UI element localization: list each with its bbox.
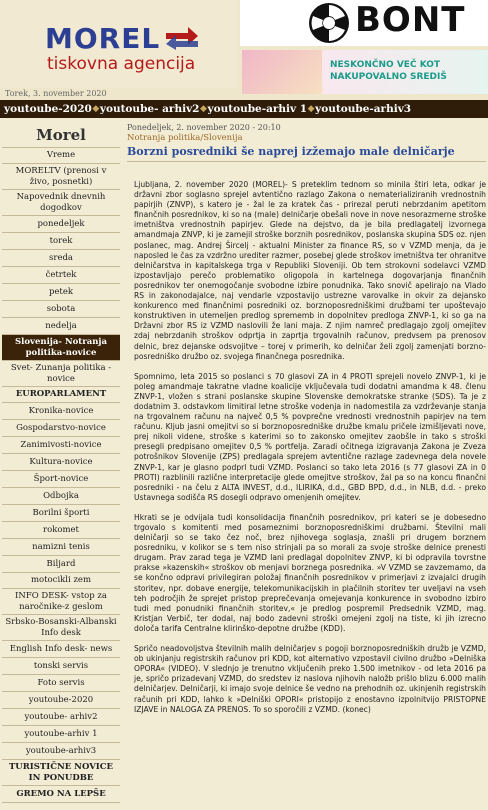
- article-paragraph: Spomnimo, leta 2015 so poslanci s 70 glasovi ZA in 4 PROTI sprejeli novelo ZNVP-1, ki je poleg amandmaje takratne vladne koalicije vključevala tudi dodatni amandma k 48. členu ZNVP-1, vložen s strani poslanske skupine Slovenske demokratske stranke (SDS). Ta je z dodatnim 3. odstavkom limitiral letne stroške vodenja in nadomestila za vzdrževanje stanja na trgovalnem računu na največ 0,5 % povprečne vrednosti vrednostnih papirjev na tem računu. Kljub jasni omejitvi so si borznoposredniške družbe kmalu pričele izmišljevati nove, prej nikoli videne, stroške s katerimi so to zakonsko omejitev zaobšle in tako s stroški presegli predpisano omejitev 0,5 % portfelja. Zaradi očitnega izigravanja Zakona je Zveza potrošnikov Slovenije (ZPS) predlagala sprejem avtentične razlage zadevnega dela novele ZNVP-1, kar je glasno podprl tudi VZMD. Poslanci so tako leta 2016 (s 77 glasovi ZA in 0 PROTI) razblinili različne interpretacije glede omejitve stroškov, žal pa so na koncu finančni posredniki - na čelu z ALTA INVEST, d.d., ILIRIKA, d.d., GBD BPD, d.d., in NLB, d.d. - preko Ustavnega sodišča RS dosegli odpravo omenjenih omejitev.: [134, 371, 486, 502]
- nav-separator: ◆: [92, 104, 100, 114]
- sidebar-item-info-desk-vstop-za-naro-nike-z-geslom[interactable]: INFO DESK- vstop za naročnike-z geslom: [2, 589, 120, 615]
- nav-item-youtoube-arhiv2[interactable]: youtoube- arhiv2: [99, 103, 200, 115]
- sidebar-item-etrtek[interactable]: četrtek: [2, 267, 120, 284]
- sidebar-item-nedelja[interactable]: nedelja: [2, 318, 120, 335]
- left-sidebar: [2, 122, 120, 810]
- sidebar-item-slovenija-notranja-politika-novice[interactable]: Slovenija- Notranja politika-novice: [2, 335, 120, 361]
- sidebar-item-ponedeljek[interactable]: ponedeljek: [2, 216, 120, 233]
- sidebar-item-foto-servis[interactable]: Foto servis: [2, 675, 120, 692]
- sidebar-title: Morel: [2, 122, 120, 148]
- nav-item-youtoube-2020[interactable]: youtoube-2020: [4, 103, 92, 115]
- sidebar-item-sobota[interactable]: sobota: [2, 301, 120, 318]
- sidebar-item-torek[interactable]: torek: [2, 233, 120, 250]
- nav-item-youtoube-arhiv3[interactable]: youtoube-arhiv3: [315, 103, 412, 115]
- sidebar-item-vreme[interactable]: Vreme: [2, 148, 120, 164]
- logo-subtitle: tiskovna agencija: [47, 54, 196, 74]
- sidebar-item-kultura-novice[interactable]: Kultura-novice: [2, 454, 120, 471]
- sidebar-item-youtoube-arhiv-1[interactable]: youtoube-arhiv 1: [2, 726, 120, 743]
- logo-main-text: MOREL: [45, 22, 161, 55]
- sidebar-item-europarlament[interactable]: EUROPARLAMENT: [2, 387, 120, 403]
- article-title[interactable]: Borzni posredniki še naprej izžemajo male delničarje: [127, 145, 486, 162]
- sidebar-item-napovednik-dnevnih-dogodkov[interactable]: Napovednik dnevnih dogodkov: [2, 190, 120, 216]
- nav-separator: ◆: [307, 104, 315, 114]
- sidebar-item-youtoube-arhiv2[interactable]: youtoube- arhiv2: [2, 709, 120, 726]
- ad-banner-line2: NAKUPOVALNO SREDIŠ: [330, 72, 447, 82]
- sidebar-item-gospodarstvo-novice[interactable]: Gospodarstvo-novice: [2, 420, 120, 437]
- ball-logo-icon: [308, 2, 350, 44]
- sidebar-item-tonski-servis[interactable]: tonski servis: [2, 658, 120, 675]
- sidebar-menu: [2, 148, 120, 803]
- ad-top-text: BONT: [355, 0, 466, 40]
- sidebar-item-youtoube-arhiv3[interactable]: youtoube-arhiv3: [2, 743, 120, 760]
- article-paragraph: Spričo neadovoljstva številnih malih delničarjev s pogoji borznoposredniških družb je VZMD, ob ukinjanju registrskih računov pri KDD, kot alternativo vzpostavil civilno družbo »Delniška OPORA« (VIDEO). V slednjo je trenutno vključenih preko 1.500 imetnikov - od leta 2016 pa je, spričo prizadevanj VZMD, do sredstev iz naslova njihovih naložb prišlo blizu 6.000 malih delničarjev. Delničarji, ki imajo svoje delnice še vedno na prehodnih oz. ukinjenih registrskih računih pri KDD, lahko k »Delniški OPORI« pristopijo z enostavno izpolnitvijo PRISTOPNE IZJAVE in NALOGA ZA PRENOS. To so sporočili z VZMD. (konec): [134, 644, 486, 714]
- sidebar-item-srbsko-bosanski-albanski-info-desk[interactable]: Srbsko-Bosanski-Albanski Info desk: [2, 615, 120, 641]
- article-body: [127, 180, 486, 715]
- sidebar-item-odbojka[interactable]: Odbojka: [2, 488, 120, 505]
- top-ad-banner[interactable]: [240, 0, 488, 46]
- sidebar-item-namizni-tenis[interactable]: namizni tenis: [2, 539, 120, 556]
- sidebar-item-zanimivosti-novice[interactable]: Zanimivosti-novice: [2, 437, 120, 454]
- ad-banner-image: [242, 50, 322, 94]
- nav-separator: ◆: [200, 104, 207, 114]
- top-nav-bar: [0, 100, 488, 118]
- ad-banner-line1: NESKONČNO VEČ KOT: [330, 60, 441, 70]
- sidebar-item-youtoube-2020[interactable]: youtoube-2020: [2, 692, 120, 709]
- article-category[interactable]: Notranja politika/Slovenija: [127, 133, 243, 143]
- sidebar-item-port-novice[interactable]: Šport-novice: [2, 471, 120, 488]
- sidebar-item-borilni-porti[interactable]: Borilni športi: [2, 505, 120, 522]
- sidebar-item-rokomet[interactable]: rokomet: [2, 522, 120, 539]
- nav-item-youtoube-arhiv1[interactable]: youtoube-arhiv 1: [207, 103, 308, 115]
- sidebar-item-motocikli-zem[interactable]: motocikli zem: [2, 573, 120, 589]
- article-paragraph: Ljubljana, 2. november 2020 (MOREL)- S preteklim tednom so minila štiri leta, odkar je državni zbor soglasno sprejel avtentično razlago Zakona o nematerializiranih vrednostnih papirjih (ZNVP), s katero je - žal le za kratek čas - prirezal peruti nebrzdanim apetitom finančnih posrednikov, ki so na (male) delničarje obešali nove in nove nesorazmerne stroške imetništva vrednostnih papirjev. Glede na dejstvo, da je bila predlagatelj izvornega amandmaja ZNVP, ki je zamejil stroške borznih posrednikov, poslanska skupina SDS oz. njen poslanec, mag. Andrej Šircelj - aktualni Minister za finance RS, so v VZMD menja, da je naposled le čas za vzdržno urediter razmer, posebej glede stroškov imetništva ter ohranitve delničarstva in kapitalskega trga v Republiki Sloveniji. Ob tem strokovni sodelavci VZMD izpostavljajo perečo problematiko oligopola in kartelnega dogovarjanja finančnih posrednikov ter onemogočanje svobodne izbire ponudnika. Tako snovič apelirajo na Vlado RS in zakonodajalce, naj vendarle vzpostavijo ustrezne varovalke in okvir za dejansko konkurenco med finančnimi posredniki oz. borznoposredniškimi družbami ter upoštevajo konstruktiven in utemeljen predlog sprememb in dopolnitev predloga ZNVP-1, ki so ga na Državni zbor RS iz VZMD naslovili že lani maja. Z njim namreč predlagajo zgolj omejitev zdaj nebrzdanih stroškov odprtja in zaprtja trgovalnih računov, predvsem pa prenosov delnic, brez dejanske odsvojitve – torej v primerih, ko delničar želi zgolj zamenjati borzno-posredniško družbo oz. svojega finančnega posrednika.: [134, 180, 486, 361]
- sidebar-item-svet-zunanja-politika-novice[interactable]: Svet- Zunanja politika - novice: [2, 361, 120, 387]
- sidebar-item-biljard[interactable]: Biljard: [2, 556, 120, 573]
- sidebar-item-turisti-ne-novice-in-ponudbe[interactable]: TURISTIČNE NOVICE IN PONUDBE: [2, 760, 120, 786]
- sidebar-item-english-info-desk-news[interactable]: English Info desk- news: [2, 641, 120, 658]
- sidebar-item-sreda[interactable]: sreda: [2, 250, 120, 267]
- site-header: [0, 0, 488, 100]
- current-date: Torek, 3. november 2020: [5, 89, 107, 98]
- sidebar-item-moreltv-prenosi-v-ivo-posnetki[interactable]: MORELTV (prenosi v živo, posnetki): [2, 164, 120, 190]
- site-logo[interactable]: [0, 0, 238, 88]
- sidebar-item-petek[interactable]: petek: [2, 284, 120, 301]
- sidebar-item-kronika-novice[interactable]: Kronika-novice: [2, 403, 120, 420]
- article-paragraph: Hkrati se je odvijala tudi konsolidacija finančnih posrednikov, pri kateri se je dobesedno trgovalo s komitenti med posameznimi borznoposredniškimi družbami. Številni mali delničarji so se tako čez noč, brez njihovega soglasja, znašli pri drugem borznem posredniku, v kolikor se s tem niso strinjali pa so morali za svoje stroške delnice prenesti drugam. Prav zarad tega je VZMD lani predlagal dopolnitev ZNVP, ki bi odpravila tovrstne prakse »kazenskih« stroškov ob menjavi borznega posrednika. »V VZMD se zavzemamo, da se končno odpravi privilegiran položaj finančnih posrednikov v primerjavi z izvajalci drugih storitev, npr. dobave energije, telekomunikacijskih in plačilnih storitev ter uveljavi na vseh teh področjih že sprejet pristop preprečevanja omejevanja konkurence in svobodno izbiro tudi med ponudniki finančnih storitev,« je predlog pospremil Predsednik VZMD, mag. Kristjan Verbič, ter dodal, naj bodo zadevni stroški omejeni zgolj na tiste, ki jih izrecno določa tarifa Centralne klirinško-depotne družbe (KDD).: [134, 512, 486, 633]
- article-date: Ponedeljek, 2. november 2020 - 20:10: [127, 123, 281, 132]
- logo-arrows-icon: [164, 24, 200, 50]
- article-main: [127, 122, 486, 810]
- sidebar-item-gremo-na-lep-e[interactable]: GREMO NA LEPŠE: [2, 786, 120, 803]
- shopping-ad-banner[interactable]: [242, 50, 488, 94]
